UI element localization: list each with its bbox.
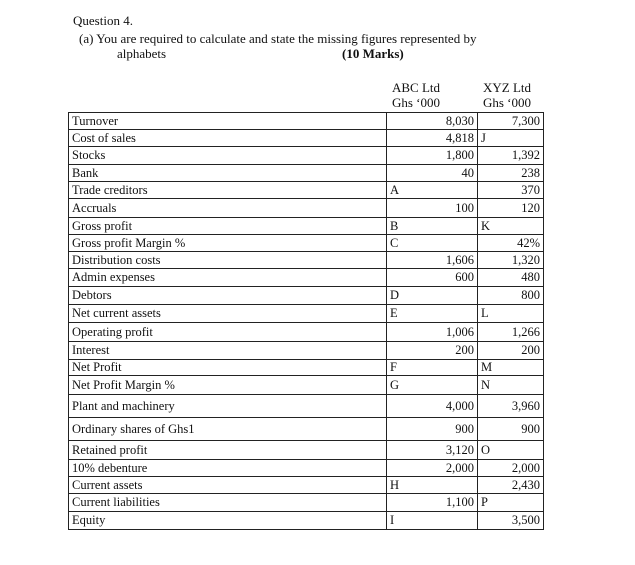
row-label: Trade creditors: [69, 182, 387, 199]
question-marks: (10 Marks): [342, 46, 404, 61]
abc-value: 100: [387, 199, 478, 218]
row-label: Current liabilities: [69, 494, 387, 512]
abc-value: E: [387, 305, 478, 323]
row-label: Interest: [69, 342, 387, 360]
xyz-value: 900: [478, 418, 544, 441]
abc-value: H: [387, 477, 478, 494]
row-label: Operating profit: [69, 323, 387, 342]
table-row: [69, 376, 544, 395]
row-label: Current assets: [69, 477, 387, 494]
table-row: [69, 287, 544, 305]
xyz-value: 7,300: [478, 113, 544, 130]
table-row: [69, 182, 544, 199]
table-row: [69, 165, 544, 182]
xyz-value: J: [478, 130, 544, 147]
abc-value: B: [387, 218, 478, 235]
abc-value: I: [387, 512, 478, 530]
xyz-value: P: [478, 494, 544, 512]
abc-value: A: [387, 182, 478, 199]
abc-company-name: ABC Ltd: [391, 80, 441, 95]
table-row: [69, 512, 544, 530]
abc-value: 600: [387, 269, 478, 287]
question-part-a-line2: alphabets: [117, 46, 167, 61]
xyz-value: 238: [478, 165, 544, 182]
table-row: [69, 147, 544, 165]
row-label: Cost of sales: [69, 130, 387, 147]
table-row: [69, 395, 544, 418]
xyz-value: 1,266: [478, 323, 544, 342]
row-label: Turnover: [69, 113, 387, 130]
table-row: [69, 342, 544, 360]
xyz-value: N: [478, 376, 544, 395]
table-body: [69, 113, 544, 530]
table-row: [69, 460, 544, 477]
abc-value: C: [387, 235, 478, 252]
row-label: 10% debenture: [69, 460, 387, 477]
table-row: [69, 477, 544, 494]
abc-value: 8,030: [387, 113, 478, 130]
abc-value: 40: [387, 165, 478, 182]
table-row: [69, 323, 544, 342]
xyz-value: 200: [478, 342, 544, 360]
row-label: Admin expenses: [69, 269, 387, 287]
xyz-column-header: [467, 80, 547, 110]
row-label: Debtors: [69, 287, 387, 305]
abc-value: 1,100: [387, 494, 478, 512]
row-label: Gross profit: [69, 218, 387, 235]
table-row: [69, 360, 544, 376]
abc-value: 200: [387, 342, 478, 360]
xyz-value: 120: [478, 199, 544, 218]
abc-value: G: [387, 376, 478, 395]
xyz-value: O: [478, 441, 544, 460]
table-row: [69, 235, 544, 252]
row-label: Net Profit: [69, 360, 387, 376]
row-label: Retained profit: [69, 441, 387, 460]
xyz-company-name: XYZ Ltd: [482, 80, 532, 95]
xyz-value: 42%: [478, 235, 544, 252]
table-row: [69, 218, 544, 235]
row-label: Bank: [69, 165, 387, 182]
row-label: Accruals: [69, 199, 387, 218]
abc-value: F: [387, 360, 478, 376]
table-row: [69, 130, 544, 147]
row-label: Net current assets: [69, 305, 387, 323]
table-row: [69, 252, 544, 269]
row-label: Stocks: [69, 147, 387, 165]
row-label: Plant and machinery: [69, 395, 387, 418]
abc-value: D: [387, 287, 478, 305]
abc-column-header: [376, 80, 456, 110]
table-row: [69, 441, 544, 460]
xyz-value: 1,392: [478, 147, 544, 165]
xyz-value: 370: [478, 182, 544, 199]
xyz-value: 2,000: [478, 460, 544, 477]
abc-unit: Ghs ‘000: [391, 95, 441, 110]
xyz-value: 1,320: [478, 252, 544, 269]
row-label: Gross profit Margin %: [69, 235, 387, 252]
row-label: Distribution costs: [69, 252, 387, 269]
row-label: Net Profit Margin %: [69, 376, 387, 395]
table-row: [69, 269, 544, 287]
table-row: [69, 305, 544, 323]
abc-value: 2,000: [387, 460, 478, 477]
question-part-a-line1: (a) You are required to calculate and state the missing figures represented by: [79, 31, 477, 46]
xyz-value: 800: [478, 287, 544, 305]
xyz-value: K: [478, 218, 544, 235]
abc-value: 1,606: [387, 252, 478, 269]
abc-value: 4,000: [387, 395, 478, 418]
abc-value: 900: [387, 418, 478, 441]
abc-value: 1,006: [387, 323, 478, 342]
xyz-value: 3,960: [478, 395, 544, 418]
xyz-value: L: [478, 305, 544, 323]
xyz-value: M: [478, 360, 544, 376]
row-label: Equity: [69, 512, 387, 530]
financial-data-table: [68, 112, 544, 530]
table-row: [69, 418, 544, 441]
abc-value: 4,818: [387, 130, 478, 147]
abc-value: 3,120: [387, 441, 478, 460]
xyz-value: 480: [478, 269, 544, 287]
row-label: Ordinary shares of Ghs1: [69, 418, 387, 441]
xyz-value: 3,500: [478, 512, 544, 530]
table-row: [69, 113, 544, 130]
abc-value: 1,800: [387, 147, 478, 165]
table-row: [69, 199, 544, 218]
xyz-value: 2,430: [478, 477, 544, 494]
xyz-unit: Ghs ‘000: [482, 95, 532, 110]
table-row: [69, 494, 544, 512]
question-title: Question 4.: [73, 13, 133, 28]
